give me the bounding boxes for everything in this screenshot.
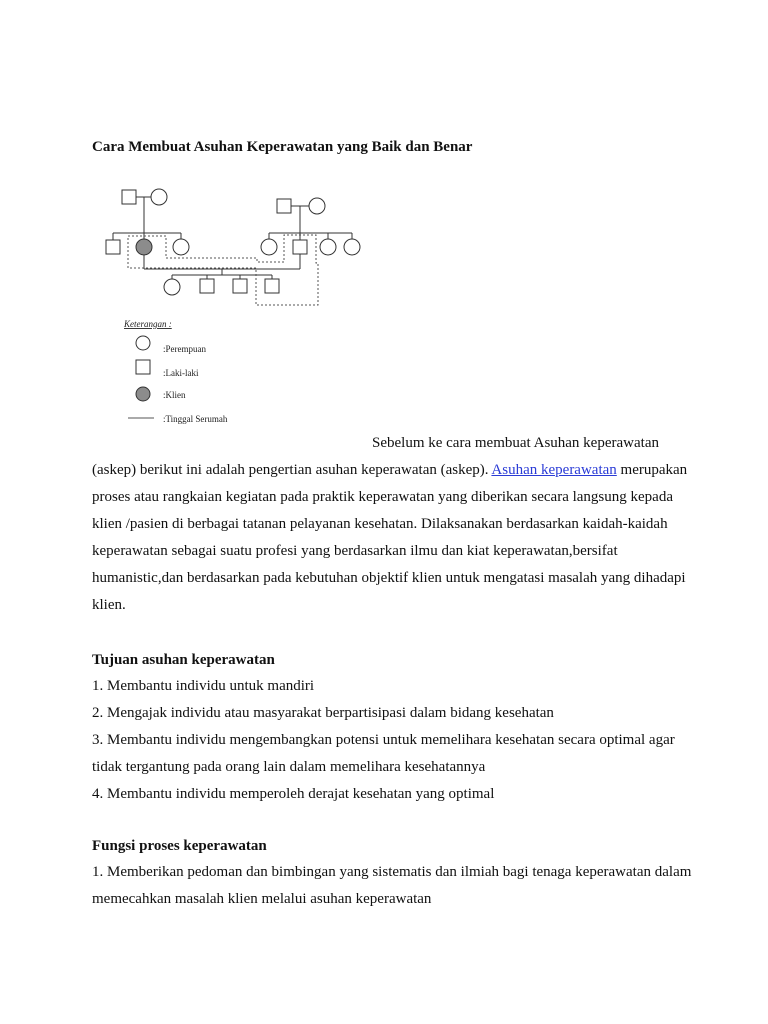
intro-text-after-link: merupakan proses atau rangkaian kegiatan pada praktik keperawatan yang diberikan secara langsung kepada klien /pasien di berbagai tatanan pelayanan kesehatan. Dilaksanakan berdasarkan kaidah-kaidah keperawatan sebagai suatu profesi yang berdasarkan ilmu dan kiat keperawatan,bersifat humanistic,dan berdasarkan pada kebutuhan objektif klien untuk mengatasi masalah yang dihadapi klien. — [92, 462, 688, 613]
list-item: 2. Mengajak individu atau masyarakat berpartisipasi dalam bidang kesehatan — [92, 705, 554, 721]
legend-label-client: :Klien — [163, 390, 186, 400]
genogram-male — [122, 190, 136, 204]
genogram-male — [277, 199, 291, 213]
legend-client-icon — [136, 387, 150, 401]
list-item: 1. Membantu individu untuk mandiri — [92, 678, 315, 694]
genogram-male — [293, 240, 307, 254]
intro-text-before-link: Sebelum ke cara membuat Asuhan keperawatan (askep) berikut ini adalah pengertian asuhan keperawatan (askep). — [92, 435, 659, 478]
genogram-diagram — [88, 180, 388, 435]
household-boundary — [128, 235, 318, 305]
genogram-female — [320, 239, 336, 255]
asuhan-keperawatan-link[interactable]: Asuhan keperawatan — [491, 462, 617, 478]
genogram-female — [151, 189, 167, 205]
genogram-client — [136, 239, 152, 255]
legend-male-icon — [136, 360, 150, 374]
list-item: 4. Membantu individu memperoleh derajat kesehatan yang optimal — [92, 786, 495, 802]
genogram-female — [344, 239, 360, 255]
genogram-male — [200, 279, 214, 293]
intro-paragraph — [92, 430, 692, 619]
genogram-female — [173, 239, 189, 255]
genogram-male — [233, 279, 247, 293]
list-item: 3. Membantu individu mengembangkan potensi untuk memelihara kesehatan secara optimal agar tidak tergantung pada orang lain dalam memelihara kesehatannya — [92, 732, 675, 775]
legend-label-household: :Tinggal Serumah — [163, 414, 228, 424]
fungsi-heading: Fungsi proses keperawatan — [92, 838, 267, 854]
genogram-female — [164, 279, 180, 295]
legend-label-female: :Perempuan — [163, 344, 206, 354]
legend-title: Keterangan : — [124, 319, 172, 329]
genogram-male — [106, 240, 120, 254]
fungsi-list — [92, 859, 702, 913]
tujuan-heading: Tujuan asuhan keperawatan — [92, 652, 275, 668]
legend-label-male: :Laki-laki — [163, 368, 199, 378]
tujuan-list — [92, 673, 702, 808]
genogram-female — [309, 198, 325, 214]
genogram-female — [261, 239, 277, 255]
list-item: 1. Memberikan pedoman dan bimbingan yang sistematis dan ilmiah bagi tenaga keperawatan dalam memecahkan masalah klien melalui asuhan keperawatan — [92, 864, 692, 907]
document-title: Cara Membuat Asuhan Keperawatan yang Baik dan Benar — [92, 139, 473, 155]
legend-female-icon — [136, 336, 150, 350]
genogram-male — [265, 279, 279, 293]
